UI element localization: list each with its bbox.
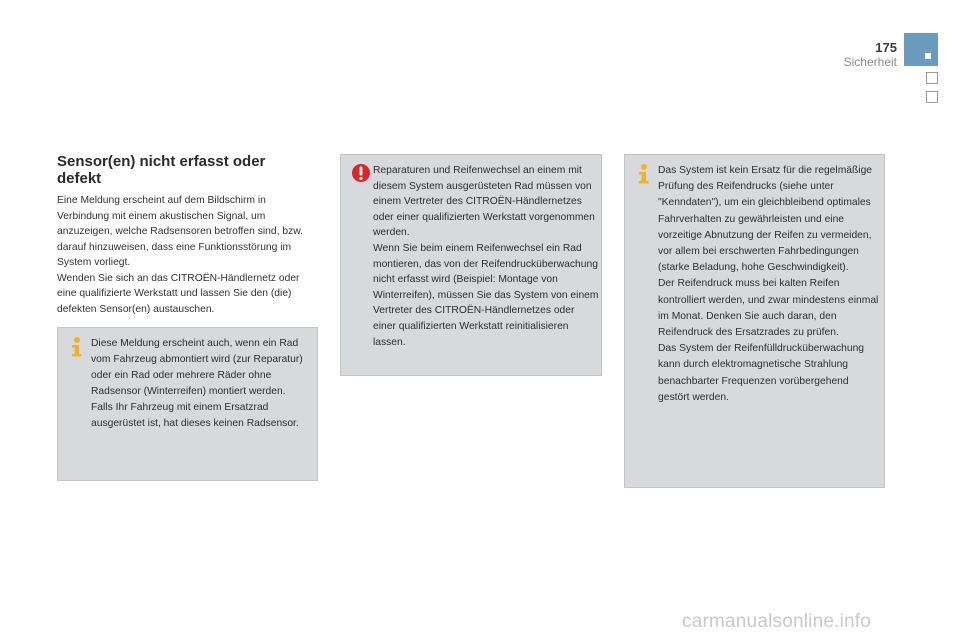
- warning-paragraph: Wenn Sie beim einem Reifenwechsel ein Rad montieren, das von der Reifendrucküberwachung nicht erfasst wird (Beispiel: Montage von Winterreifen), müssen Sie das System von einem Vertreter des CITROËN-Händlernetzes oder einer qualifizierten Werkstatt reinitialisieren lassen.: [373, 242, 599, 348]
- tab-marker-icon: [925, 53, 931, 59]
- info-paragraph: Der Reifendruck muss bei kalten Reifen kontrolliert werden, und zwar mindestens einmal im Monat. Denken Sie auch daran, den Reifendruck des Ersatzrades zu prüfen.: [658, 278, 879, 339]
- info-paragraph: Das System ist kein Ersatz für die regelmäßige Prüfung des Reifendrucks (siehe unter "Kenndaten"), um ein gleichbleibend optimales Fahrverhalten zu gewährleisten und eine vorzeitige Abnutzung der Reifen zu vermeiden, vor allem bei erschwerten Fahrbedingungen (starke Beladung, hohe Geschwindigkeit).: [658, 165, 873, 274]
- info-box-system-limits: [624, 154, 885, 488]
- info-box-wheel-removed: [57, 327, 318, 481]
- section-heading: Sensor(en) nicht erfasst oder defekt: [57, 153, 266, 187]
- info-paragraph: Falls Ihr Fahrzeug mit einem Ersatzrad ausgerüstet ist, hat dieses keinen Radsensor.: [91, 402, 299, 429]
- page-number: 175: [875, 40, 897, 55]
- watermark: carmanualsonline.info: [682, 611, 872, 632]
- intro-paragraph: Wenden Sie sich an das CITROËN-Händlernetz oder eine qualifizierte Werkstatt und lassen Sie den (die) defekten Sensor(en) austauschen.: [57, 272, 300, 315]
- chapter-tab[interactable]: [926, 91, 938, 103]
- section-title: Sicherheit: [843, 55, 897, 69]
- info-icon: [635, 163, 653, 185]
- chapter-tab-active[interactable]: [904, 33, 938, 66]
- chapter-tab[interactable]: [926, 72, 938, 84]
- warning-icon: [351, 163, 371, 183]
- info-paragraph: Das System der Reifenfülldrucküberwachung kann durch elektromagnetische Strahlung benachbarter Frequenzen vorübergehend gestört werden.: [658, 343, 865, 403]
- info-paragraph: Diese Meldung erscheint auch, wenn ein Rad vom Fahrzeug abmontiert wird (zur Reparatur) oder ein Rad oder mehrere Räder ohne Radsensor (Winterreifen) montiert werden.: [91, 338, 303, 397]
- info-icon: [68, 336, 86, 358]
- intro-text: [57, 193, 317, 317]
- intro-paragraph: Eine Meldung erscheint auf dem Bildschirm in Verbindung mit einem akustischen Signal, um anzuzeigen, welche Radsensoren betroffen sind, bzw. darauf hinzuweisen, dass eine Funktionsstörung im System vorliegt.: [57, 195, 303, 268]
- warning-box-tyre-change: [340, 154, 602, 376]
- warning-paragraph: Reparaturen und Reifenwechsel an einem mit diesem System ausgerüsteten Rad müssen von einem Vertreter des CITROËN-Händlernetzes oder einer qualifizierten Werkstatt vorgenommen werden.: [373, 165, 595, 239]
